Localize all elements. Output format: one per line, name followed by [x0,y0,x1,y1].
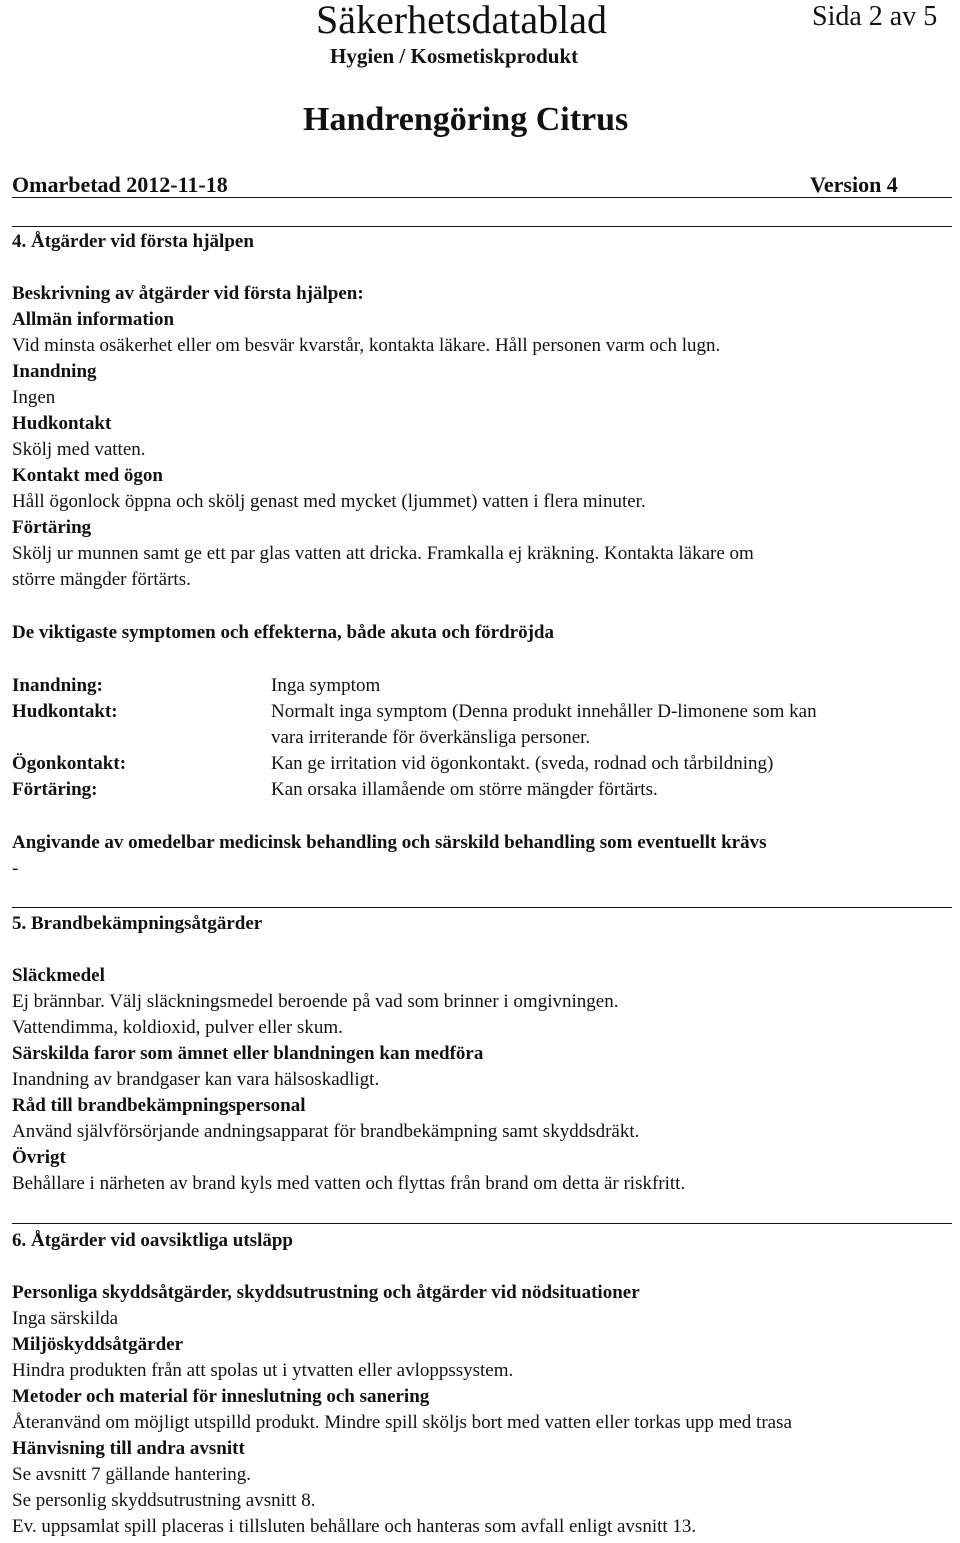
symptom-value-inhalation: Inga symptom [271,675,381,696]
section-4-divider [12,226,952,227]
eye-contact-text: Håll ögonlock öppna och skölj genast med mycket (ljummet) vatten i flera minuter. [12,491,646,512]
other-heading: Övrigt [12,1147,66,1168]
environmental-heading: Miljöskyddsåtgärder [12,1334,183,1355]
header-divider [12,197,952,198]
section-4-heading: 4. Åtgärder vid första hjälpen [12,231,254,252]
references-text-3: Ev. uppsamlat spill placeras i tillsluten behållare och hanteras som avfall enligt avsnitt 13. [12,1516,697,1537]
treatment-text: - [12,858,19,879]
firefighter-advice-text: Använd självförsörjande andningsapparat för brandbekämpning samt skyddsdräkt. [12,1121,640,1142]
section-5-divider [12,907,952,908]
skin-contact-heading: Hudkontakt [12,413,112,434]
extinguishing-media-text-2: Vattendimma, koldioxid, pulver eller skum. [12,1017,343,1038]
personal-precautions-text: Inga särskilda [12,1308,119,1329]
product-name: Handrengöring Citrus [303,101,629,138]
general-info-heading: Allmän information [12,309,175,330]
eye-contact-heading: Kontakt med ögon [12,465,163,486]
skin-contact-text: Skölj med vatten. [12,439,146,460]
inhalation-text: Ingen [12,387,56,408]
references-text-2: Se personlig skyddsutrustning avsnitt 8. [12,1490,316,1511]
page-number: Sida 2 av 5 [812,1,938,32]
section-6-divider [12,1223,952,1224]
symptom-label-inhalation: Inandning: [12,675,103,696]
symptom-value-ingestion: Kan orsaka illamående om större mängder förtärts. [271,779,658,800]
symptom-label-eye: Ögonkontakt: [12,753,127,774]
section-6-heading: 6. Åtgärder vid oavsiktliga utsläpp [12,1230,293,1251]
product-category: Hygien / Kosmetiskprodukt [330,44,579,68]
general-info-text: Vid minsta osäkerhet eller om besvär kvarstår, kontakta läkare. Håll personen varm och lugn. [12,335,721,356]
special-hazards-text: Inandning av brandgaser kan vara hälsoskadligt. [12,1069,380,1090]
symptom-value-eye: Kan ge irritation vid ögonkontakt. (sveda, rodnad och tårbildning) [271,753,774,774]
other-text: Behållare i närheten av brand kyls med vatten och flyttas från brand om detta är riskfritt. [12,1173,686,1194]
environmental-text: Hindra produkten från att spolas ut i ytvatten eller avloppssystem. [12,1360,514,1381]
symptoms-heading: De viktigaste symptomen och effekterna, både akuta och fördröjda [12,622,554,643]
revision-date: Omarbetad 2012-11-18 [12,172,228,197]
extinguishing-media-text: Ej brännbar. Välj släckningsmedel beroende på vad som brinner i omgivningen. [12,991,619,1012]
treatment-heading: Angivande av omedelbar medicinsk behandling och särskild behandling som eventuellt krävs [12,832,767,853]
personal-precautions-heading: Personliga skyddsåtgärder, skyddsutrustning och åtgärder vid nödsituationer [12,1282,640,1303]
ingestion-text: Skölj ur munnen samt ge ett par glas vatten att dricka. Framkalla ej kräkning. Kontakta läkare om [12,543,754,564]
firefighter-advice-heading: Råd till brandbekämpningspersonal [12,1095,306,1116]
special-hazards-heading: Särskilda faror som ämnet eller blandningen kan medföra [12,1043,484,1064]
ingestion-text-cont: större mängder förtärts. [12,569,191,590]
containment-heading: Metoder och material för inneslutning och sanering [12,1386,430,1407]
symptom-value-skin: Normalt inga symptom (Denna produkt innehåller D-limonene som kan [271,701,817,722]
references-text-1: Se avsnitt 7 gällande hantering. [12,1464,252,1485]
symptom-value-skin-cont: vara irriterande för överkänsliga personer. [271,727,591,748]
containment-text: Återanvänd om möjligt utspilld produkt. Mindre spill sköljs bort med vatten eller torkas upp med trasa [12,1412,792,1433]
document-title: Säkerhetsdatablad [316,0,607,42]
inhalation-heading: Inandning [12,361,97,382]
section-5-heading: 5. Brandbekämpningsåtgärder [12,913,263,934]
first-aid-description-heading: Beskrivning av åtgärder vid första hjälpen: [12,283,364,304]
ingestion-heading: Förtäring [12,517,92,538]
symptom-label-skin: Hudkontakt: [12,701,118,722]
symptom-label-ingestion: Förtäring: [12,779,98,800]
extinguishing-media-heading: Släckmedel [12,965,105,986]
version-label: Version 4 [810,172,898,197]
references-heading: Hänvisning till andra avsnitt [12,1438,245,1459]
